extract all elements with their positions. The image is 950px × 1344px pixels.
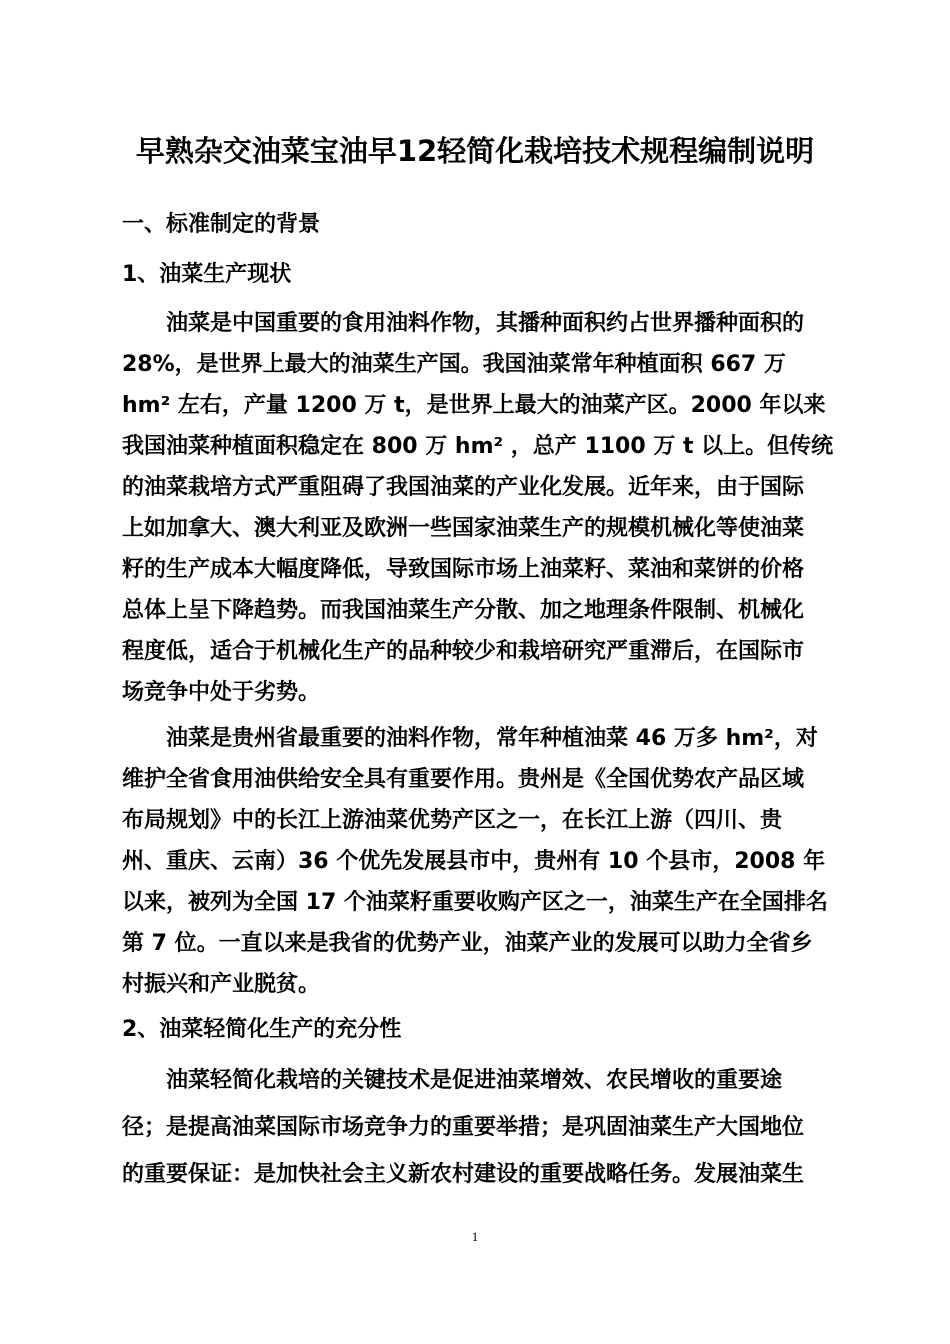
paragraph-line: 总体上呈下降趋势。而我国油菜生产分散、加之地理条件限制、机械化: [122, 598, 805, 623]
paragraph-line: 以来，被列为全国 17 个油菜籽重要收购产区之一，油菜生产在全国排名: [122, 890, 828, 915]
paragraph-line: 油菜轻简化栽培的关键技术是促进油菜增效、农民增收的重要途: [166, 1068, 783, 1093]
paragraph-line: 油菜是贵州省最重要的油料作物，常年种植油菜 46 万多 hm²，对: [166, 726, 818, 751]
paragraph-line: 布局规划》中的长江上游油菜优势产区之一，在长江上游（四川、贵: [122, 808, 783, 833]
paragraph-line: hm² 左右，产量 1200 万 t，是世界上最大的油菜产区。2000 年以来: [122, 393, 826, 418]
document-title: 早熟杂交油菜宝油早12轻简化栽培技术规程编制说明: [135, 134, 815, 168]
paragraph-line: 径；是提高油菜国际市场竞争力的重要举措；是巩固油菜生产大国地位: [122, 1115, 805, 1140]
paragraph-line: 程度低，适合于机械化生产的品种较少和栽培研究严重滞后，在国际市: [122, 639, 805, 664]
paragraph-line: 州、重庆、云南）36 个优先发展县市中，贵州有 10 个县市，2008 年: [122, 849, 826, 874]
subsection-heading-simplified-production: 2、油菜轻简化生产的充分性: [122, 1017, 402, 1042]
paragraph-production-status: [122, 303, 834, 713]
paragraph-simplified-cultivation: [122, 1057, 834, 1198]
paragraph-line: 籽的生产成本大幅度降低，导致国际市场上油菜籽、菜油和菜饼的价格: [122, 557, 805, 582]
subsection-heading-production-status: 1、油菜生产现状: [122, 262, 292, 287]
paragraph-line: 我国油菜种植面积稳定在 800 万 hm² ，总产 1100 万 t 以上。但传统: [122, 434, 834, 459]
section-heading-background: 一、标准制定的背景: [122, 212, 321, 237]
paragraph-line: 的重要保证：是加快社会主义新农村建设的重要战略任务。发展油菜生: [122, 1162, 805, 1187]
page-number: 1: [471, 1229, 479, 1244]
paragraph-line: 上如加拿大、澳大利亚及欧洲一些国家油菜生产的规模机械化等使油菜: [122, 516, 805, 541]
paragraph-line: 油菜是中国重要的食用油料作物，其播种面积约占世界播种面积的: [166, 311, 805, 336]
paragraph-line: 场竞争中处于劣势。: [122, 680, 321, 705]
paragraph-line: 第 7 位。一直以来是我省的优势产业，油菜产业的发展可以助力全省乡: [122, 931, 813, 956]
paragraph-guizhou-rapeseed: [122, 718, 834, 1005]
paragraph-line: 村振兴和产业脱贫。: [122, 972, 321, 997]
paragraph-line: 28%，是世界上最大的油菜生产国。我国油菜常年种植面积 667 万: [122, 352, 786, 377]
paragraph-line: 维护全省食用油供给安全具有重要作用。贵州是《全国优势农产品区域: [122, 767, 805, 792]
paragraph-line: 的油菜栽培方式严重阻碍了我国油菜的产业化发展。近年来，由于国际: [122, 475, 805, 500]
